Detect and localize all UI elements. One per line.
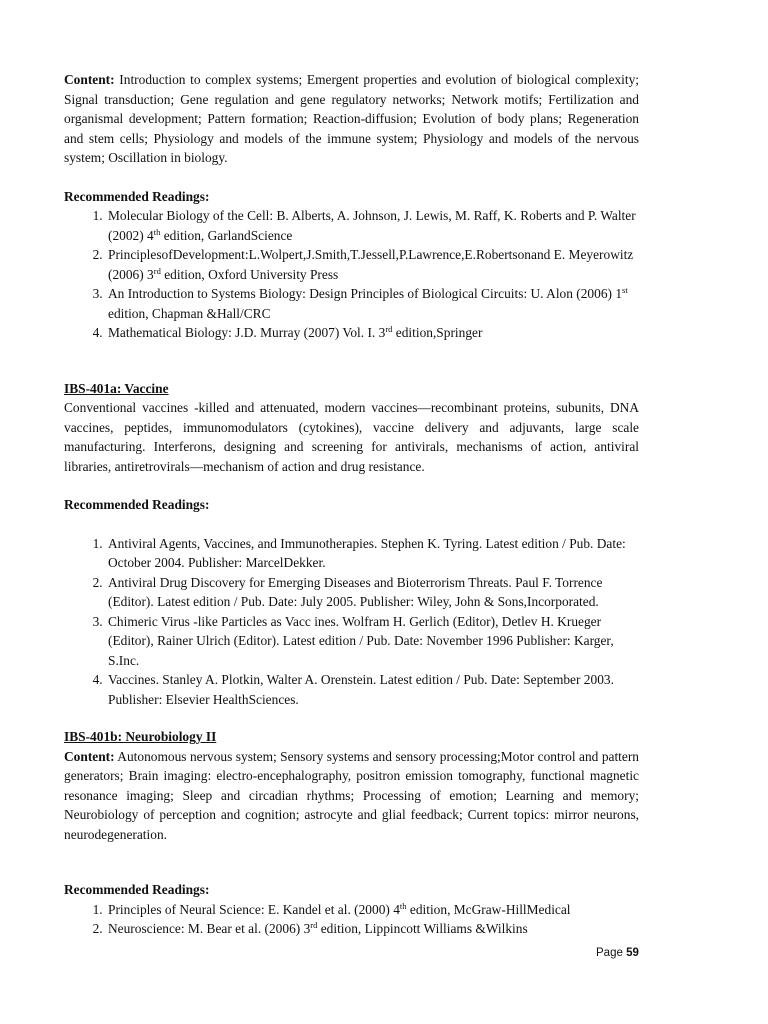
content-text: Autonomous nervous system; Sensory systems and sensory processing;Motor control and pattern generators; Brain imaging: electro-encephalography, positron emission tomography, functional magnetic resonance imaging; Sleep and circadian rhythms; Processing of emotion; Learning and memory; Neurobiology of perception and cognition; astrocyte and glial feedback; Current topics: mirror neurons, neurodegeneration.: [64, 748, 639, 842]
readings-list: [64, 900, 639, 939]
reading-item: 1. Antiviral Agents, Vaccines, and Immunotherapies. Stephen K. Tyring. Latest edition / Pub. Date: October 2004. Publisher: MarcelDekker.: [106, 534, 639, 573]
section-heading: IBS-401b: Neurobiology II: [64, 729, 217, 744]
section2-content: Conventional vaccines -killed and attenuated, modern vaccines—recombinant proteins, subunits, DNA vaccines, peptides, immunomodulators (cytokines), vaccine delivery and adjuvants, large scale manufacturing. Interferons, designing and screening for antivirals, mechanisms of action, antiviral libraries, antiretrovirals—mechanism of action and drug resistance.: [64, 400, 639, 474]
reading-item: 4. Vaccines. Stanley A. Plotkin, Walter A. Orenstein. Latest edition / Pub. Date: September 2003. Publisher: Elsevier HealthSciences.: [106, 670, 639, 709]
content-text: Introduction to complex systems; Emergent properties and evolution of biological complexity; Signal transduction; Gene regulation and gene regulatory networks; Network motifs; Fertilization and organismal development; Pattern formation; Reaction-diffusion; Evolution of body plans; Regeneration and stem cells; Physiology and models of the immune system; Physiology and models of the nervous system; Oscillation in biology.: [64, 72, 639, 165]
readings-heading: Recommended Readings:: [64, 188, 210, 204]
readings-heading: Recommended Readings:: [64, 882, 210, 897]
reading-item: 2. Antiviral Drug Discovery for Emerging Diseases and Bioterrorism Threats. Paul F. Torrence (Editor). Latest edition / Pub. Date: July 2005. Publisher: Wiley, John & Sons,Incorporated.: [106, 573, 639, 612]
section1-content: [64, 70, 639, 168]
reading-item: 1. Molecular Biology of the Cell: B. Alberts, A. Johnson, J. Lewis, M. Raff, K. Roberts and P. Walter (2002) 4th edition, GarlandScience: [106, 206, 639, 245]
reading-item: 2. Neuroscience: M. Bear et al. (2006) 3rd edition, Lippincott Williams &Wilkins: [106, 919, 639, 939]
content-label: Content:: [64, 748, 115, 764]
readings-list: [64, 206, 639, 343]
readings-heading: Recommended Readings:: [64, 497, 210, 512]
section3-content: [64, 747, 639, 845]
reading-item: 3. Chimeric Virus -like Particles as Vacc ines. Wolfram H. Gerlich (Editor), Detlev H. Krueger (Editor), Rainer Ulrich (Editor). Latest edition / Pub. Date: November 1996 Publisher: Karger, S.Inc.: [106, 612, 639, 671]
section-heading: IBS-401a: Vaccine: [64, 380, 169, 396]
reading-item: 3. An Introduction to Systems Biology: Design Principles of Biological Circuits: U. Alon (2006) 1st edition, Chapman &Hall/CRC: [106, 284, 639, 323]
page-number-value: 59: [626, 947, 639, 959]
page-label: Page: [596, 947, 623, 959]
content-label: Content:: [64, 72, 115, 87]
reading-item: 2. PrinciplesofDevelopment:L.Wolpert,J.Smith,T.Jessell,P.Lawrence,E.Robertsonand E. Meyerowitz (2006) 3rd edition, Oxford University Press: [106, 245, 639, 284]
readings-list: [64, 534, 639, 710]
reading-item: 1. Principles of Neural Science: E. Kandel et al. (2000) 4th edition, McGraw-HillMedical: [106, 900, 639, 920]
document-page: [64, 70, 639, 939]
reading-item: 4. Mathematical Biology: J.D. Murray (2007) Vol. I. 3rd edition,Springer: [106, 323, 639, 343]
page-number: [596, 947, 639, 959]
